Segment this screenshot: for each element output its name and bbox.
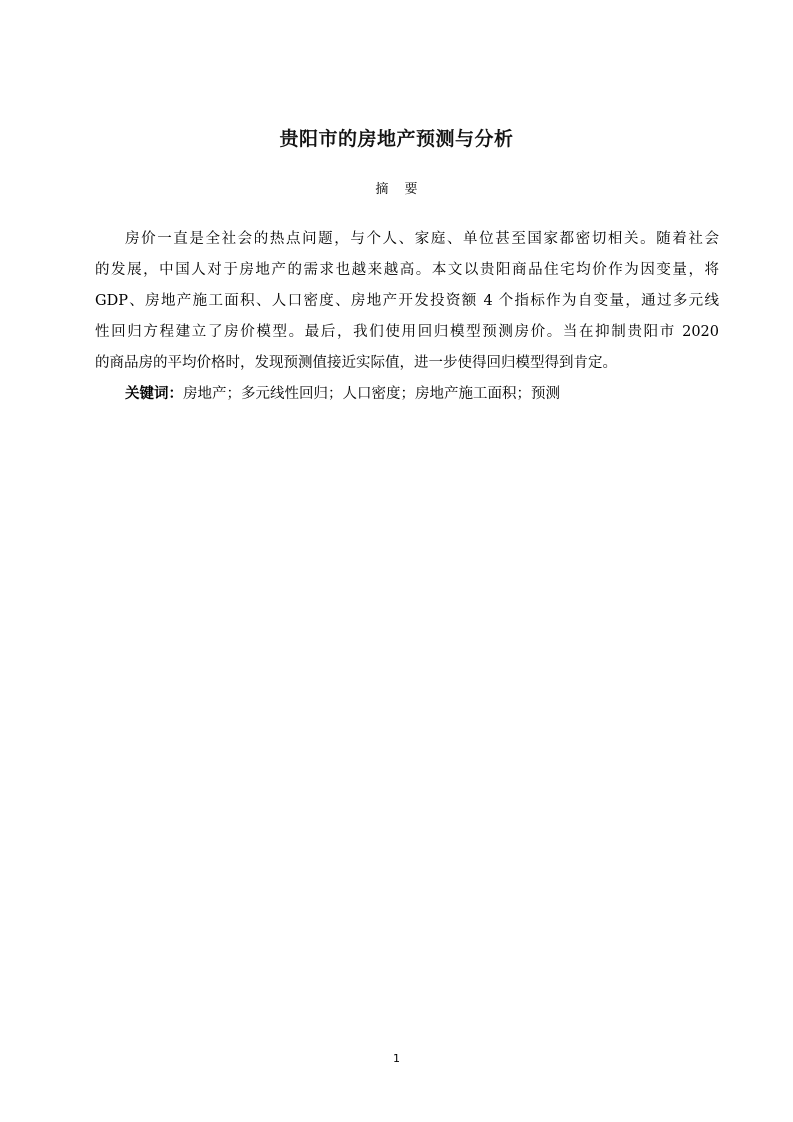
keywords-line bbox=[125, 379, 560, 410]
abstract-line: 的发展，中国人对于房地产的需求也越来越高。本文以贵阳商品住宅均价作为因变量，将 bbox=[95, 262, 719, 278]
page-number: 1 bbox=[393, 1052, 400, 1065]
keywords-text: 房地产；多元线性回归；人口密度；房地产施工面积；预测 bbox=[183, 386, 560, 402]
keywords-label: 关键词： bbox=[125, 386, 183, 402]
abstract-line: 的商品房的平均价格时，发现预测值接近实际值，进一步使得回归模型得到肯定。 bbox=[95, 355, 617, 371]
abstract-heading: 摘 要 bbox=[375, 182, 424, 197]
abstract-body bbox=[95, 224, 719, 379]
abstract-line: 房价一直是全社会的热点问题，与个人、家庭、单位甚至国家都密切相关。随着社会 bbox=[125, 231, 719, 247]
abstract-line: GDP、房地产施工面积、人口密度、房地产开发投资额 4 个指标作为自变量，通过多元线 bbox=[95, 293, 719, 309]
abstract-line: 性回归方程建立了房价模型。最后，我们使用回归模型预测房价。当在抑制贵阳市 2020 bbox=[95, 324, 719, 340]
paper-title: 贵阳市的房地产预测与分析 bbox=[279, 128, 514, 150]
